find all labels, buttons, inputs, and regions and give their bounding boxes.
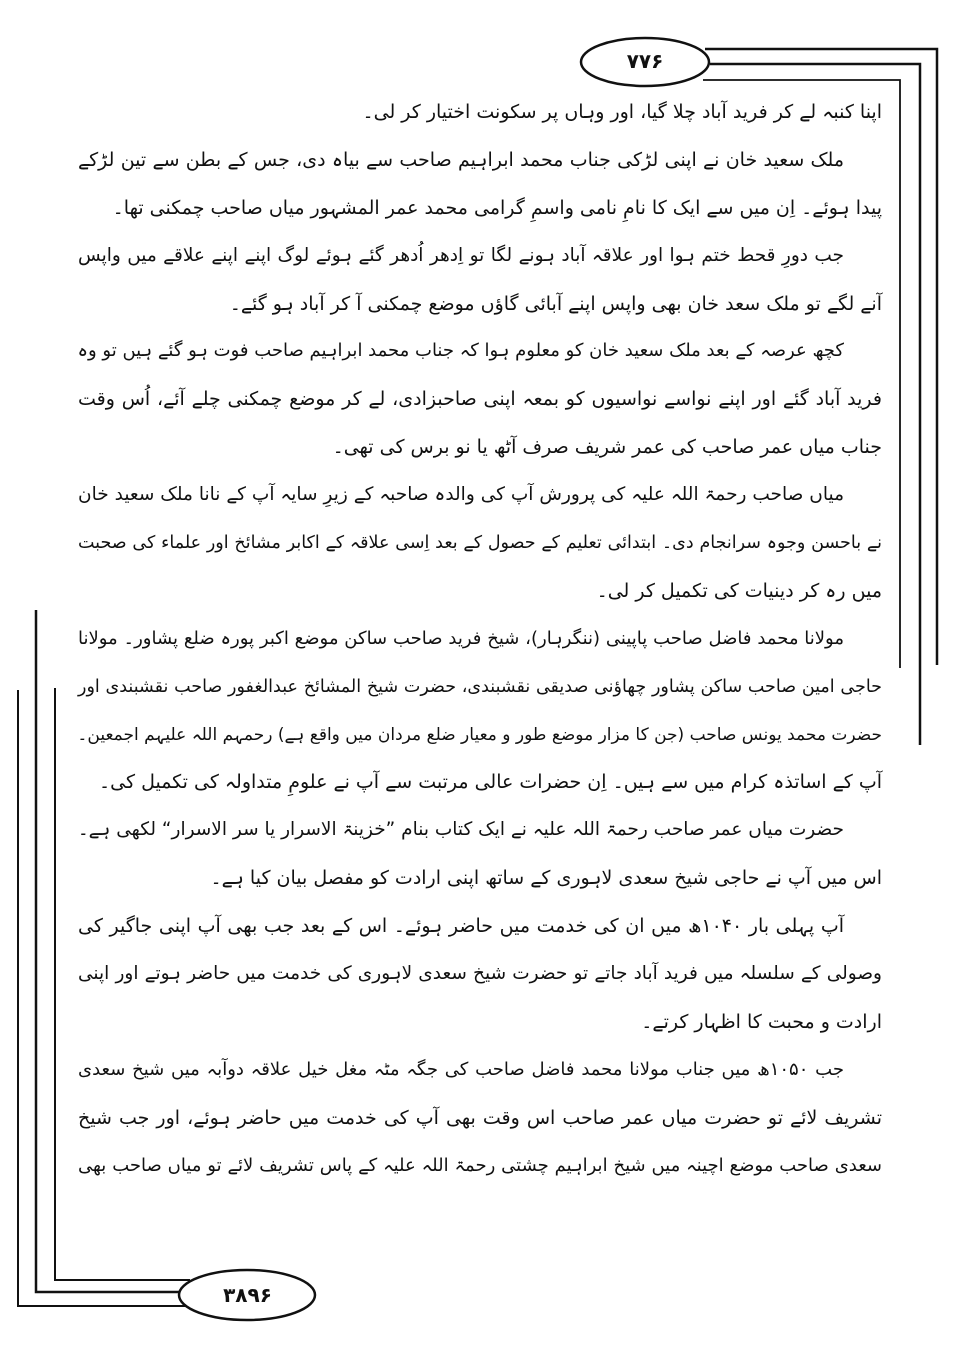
text-line: تشریف لائے تو حضرت میاں عمر صاحب اس وقت بھی آپ کی خدمت میں حاضر ہوئے، اور جب شیخ (78, 1106, 882, 1129)
text-line: فرید آباد گئے اور اپنے نواسے نواسیوں کو بمعہ اپنی صاحبزادی، لے کر موضع چمکنی چلے آئے، اُس وقت (78, 388, 882, 411)
text-line: نے باحسن وجوہ سرانجام دی۔ ابتدائی تعلیم کے حصول کے بعد اِسی علاقہ کے اکابر مشائخ اور علماء کی صحبت (78, 533, 882, 554)
text-line: ارادت و محبت کا اظہار کرتے۔ (641, 1010, 882, 1033)
text-line: جناب میاں عمر صاحب کی عمر شریف صرف آٹھ یا نو برس کی تھی۔ (332, 436, 882, 459)
text-line: مولانا محمد فاضل صاحب پاپینی (ننگرہار)، شیخ فرید صاحب ساکن موضع اکبر پورہ ضلع پشاور۔ مولانا (78, 627, 844, 649)
text-line: میں رہ کر دینیات کی تکمیل کر لی۔ (596, 579, 882, 602)
text-line: آپ کے اساتذہ کرام میں سے ہیں۔ اِن حضرات عالی مرتبت سے آپ نے علومِ متداولہ کی تکمیل کی۔ (99, 771, 882, 794)
page-number-bottom: ۳۸۹۶ (223, 1283, 272, 1307)
text-line: حضرت میاں عمر صاحب رحمۃ اللہ علیہ نے ایک کتاب بنام ”خزینۃ الاسرار یا سر الاسرار“ لکھی ہے۔ (77, 819, 844, 841)
text-line: جب ۱۰۵۰ھ میں جناب مولانا محمد فاضل صاحب کی جگہ مٹہ مغل خیل علاقہ دوآبہ میں شیخ سعدی (78, 1058, 844, 1080)
text-line: سعدی صاحب موضع اچینہ میں شیخ ابراہیم چشتی رحمۃ اللہ علیہ کے پاس تشریف لائے تو میاں صاحب بھی (78, 1154, 882, 1176)
text-line: کچھ عرصہ کے بعد ملک سعید خان کو معلوم ہوا کہ جناب محمد ابراہیم صاحب فوت ہو گئے ہیں تو وہ (77, 340, 844, 362)
text-line: حاجی امین صاحب ساکن پشاور چھاؤنی صدیقی نقشبندی، حضرت شیخ المشائخ عبدالغفور صاحب نقشبندی اور (78, 676, 882, 697)
text-line: وصولی کے سلسلہ میں فرید آباد جاتے تو حضرت شیخ سعدی لاہوری کی خدمت میں حاضر ہوتے اور اپنی (78, 963, 882, 985)
page-body-text (78, 92, 882, 1193)
text-line: پیدا ہوئے۔ اِن میں سے ایک کا نامِ نامی واسمِ گرامی محمد عمر المشہور میاں صاحب چمکنی تھا۔ (112, 196, 882, 219)
text-line: حضرت محمد یونس صاحب (جن کا مزار موضع طور و معیار ضلع مردان میں واقع ہے) رحمہم اللہ علیہم اجمعین۔ (77, 724, 882, 745)
text-line: میاں صاحب رحمۃ اللہ علیہ کی پرورش آپ کی والدہ صاحبہ کے زیرِ سایہ آپ کے نانا ملک سعید خان (78, 484, 844, 506)
text-line: آنے لگے تو ملک سعد خان بھی واپس اپنے آبائی گاؤں موضع چمکنی آ کر آباد ہو گئے۔ (229, 292, 882, 315)
text-line: اپنا کنبہ لے کر فرید آباد چلا گیا، اور وہاں پر سکونت اختیار کر لی۔ (362, 101, 882, 123)
page-number-top: ۷۷۶ (626, 49, 664, 73)
text-line: آپ پہلی بار ۱۰۴۰ھ میں ان کی خدمت میں حاضر ہوئے۔ اس کے بعد جب بھی آپ اپنی جاگیر کی (78, 915, 844, 938)
text-line: ملک سعید خان نے اپنی لڑکی جناب محمد ابراہیم صاحب سے بیاہ دی، جس کے بطن سے تین لڑکے (78, 148, 844, 171)
text-line: اس میں آپ نے حاجی شیخ سعدی لاہوری کے ساتھ اپنی ارادت کو مفصل بیان کیا ہے۔ (210, 867, 882, 890)
text-line: جب دورِ قحط ختم ہوا اور علاقہ آباد ہونے لگا تو اِدھر اُدھر گئے ہوئے لوگ اپنے اپنے علاقے میں واپس (78, 244, 844, 266)
